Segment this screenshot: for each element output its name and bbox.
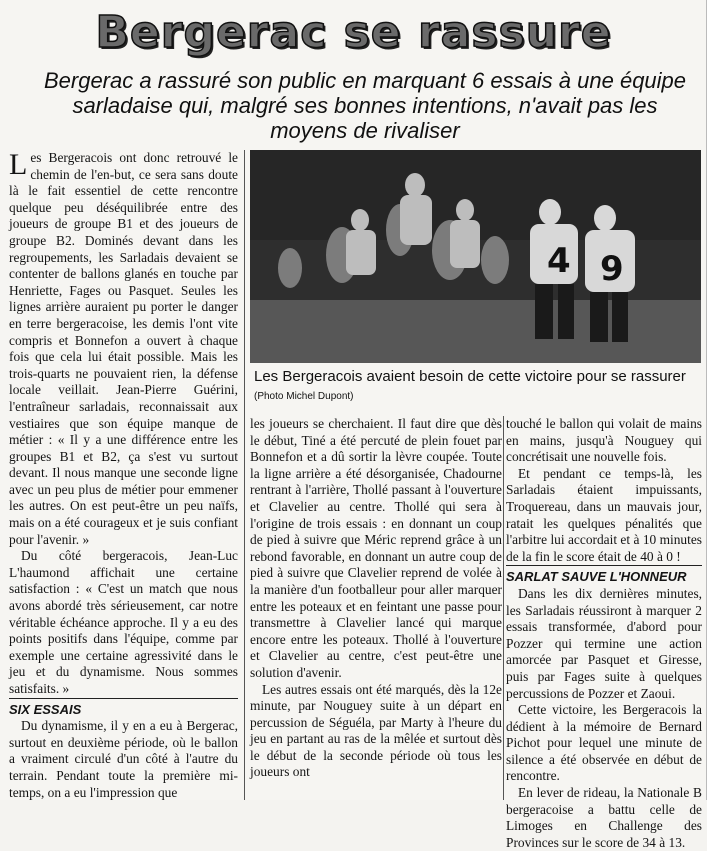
paragraph-7: Et pendant ce temps-là, les Sarladais étaient impuissants, Troquereau, dans un mauvais jour, ratait les quelques pénalités que l'arbitre lui accordait et à 10 minutes de la fin le score était de 40 à 0 ! — [506, 465, 702, 564]
column-rule-1 — [244, 150, 245, 800]
subhead-sarlat: SARLAT SAUVE L'HONNEUR — [506, 565, 702, 586]
paragraph-2: Du côté bergeracois, Jean-Luc L'haumond affichait une certaine satisfaction : « C'est un match que nous avons abordé très sérieusement, car notre véritable échéance approche. Il y a eu des points positifs dans l'équipe, comme par exemple une certaine agressivité dans le jeu et du dynamisme. Nous sommes satisfaits. » — [9, 548, 238, 696]
jersey-number-4: 4 — [547, 241, 571, 281]
paragraph-1 — [9, 150, 238, 548]
column-3 — [506, 416, 702, 851]
paragraph-5: Les autres essais ont été marqués, dès la 12e minute, par Nouguey suite à un départ en percussion de Séguéla, par Marty à l'heure du jeu en partant au ras de la mêlée et surtout dès le début de la seconde période où tous les joueurs ont — [250, 681, 502, 780]
paragraph-3: Du dynamisme, il y en a eu à Bergerac, surtout en deuxième période, où le ballon a vraiment circulé d'un côté à l'autre du terrain. Pendant toute la première mi-temps, on a eu l'impression que — [9, 718, 238, 800]
players-illustration — [250, 150, 701, 363]
headline: Bergerac se rassure — [95, 7, 612, 58]
caption-text: Les Bergeracois avaient besoin de cette victoire pour se rassurer — [254, 368, 686, 385]
paragraph-1-text: es Bergeracois ont donc retrouvé le chemin de l'en-but, ce sera sans doute là le fait essentiel de cette rencontre quelque peu déséquilibrée entre des joueurs de groupe B1 et des joueurs de groupe B2. Dominés devant dans les regroupements, les Sarladais devaient se contenter de ballons glanés en touche par Henriette, Fages ou Pasquet. Seules les lignes arrière auraient pu porter le danger en terre bergeracoise, les demis l'ont vite compris et Bonnefon a ouvert à chaque fois que cela lui était possible. Mais les trois-quarts ne pouvaient rien, la défense locale veillait. Jean-Pierre Guérini, l'entraîneur sarladais, reconnaissait aux vestiaires que son équipe manque de métier : « Il y a une différence entre les groupes B1 et B2, ça s'est vu surtout devant. Il nous manque une seconde ligne avec un peu plus de métier pour emmener les autres. On est peut-être un peu naïfs, mais on a été courageux et je suis confiant pour l'avenir. » — [9, 150, 238, 547]
paragraph-10: En lever de rideau, la Nationale B bergeracoise a battu celle de Limoges en Challenge des Provinces sur le score de 34 à 13. — [506, 785, 702, 850]
column-rule-2 — [503, 416, 504, 800]
dropcap: L — [9, 148, 28, 181]
paragraph-6: touché le ballon qui volait de mains en mains, jusqu'à Nouguey qui concrétisait une nouvelle fois. — [506, 416, 702, 465]
subhead-six-essais: SIX ESSAIS — [9, 698, 238, 719]
deck-subtitle: Bergerac a rassuré son public en marquant 6 essais à une équipe sarladaise qui, malgré ses bonnes intentions, n'avait pas les moyens de rivaliser — [43, 68, 687, 143]
photo-credit: (Photo Michel Dupont) — [254, 391, 354, 402]
paragraph-8: Dans les dix dernières minutes, les Sarladais réussiront à marquer 2 essais transformée, d'abord pour Pozzer qui termine une action amorcée par Pasquet et Giresse, puis par Fages suite à quelques percussions de Pozzer et Zaoui. — [506, 585, 702, 701]
photo-caption — [254, 368, 700, 406]
paragraph-9: Cette victoire, les Bergeracois la dédient à la mémoire de Bernard Pichot pour lequel une minute de silence a été observée en début de rencontre. — [506, 702, 702, 784]
column-1 — [9, 150, 238, 801]
column-2 — [250, 416, 502, 781]
jersey-number-9: 9 — [600, 249, 624, 289]
match-photo — [250, 150, 701, 363]
paragraph-4: les joueurs se cherchaient. Il faut dire que dès le début, Tiné a été percuté de plein fouet par Bonnefon et a dû sortir la lèvre coupée. Toute la ligne arrière a été désorganisée, Chadourne rentrant à l'arrière, Thollé passant à l'ouverture et Clavelier au centre. Thollé qui sera à l'origine de trois essais : en donnant un coup de pied à suivre que Méric reprend grâce à un rebond favorable, en donnant un autre coup de pied à suivre que Clavelier reprend de volée à la manière d'un footballeur pour aller marquer entre les poteaux et en feintant une passe pour transmettre à Clavelier lancé qui marque encore entre les poteaux. Thollé à l'ouverture et Clavelier au centre, c'est peut-être une solution d'avenir. — [250, 416, 502, 680]
